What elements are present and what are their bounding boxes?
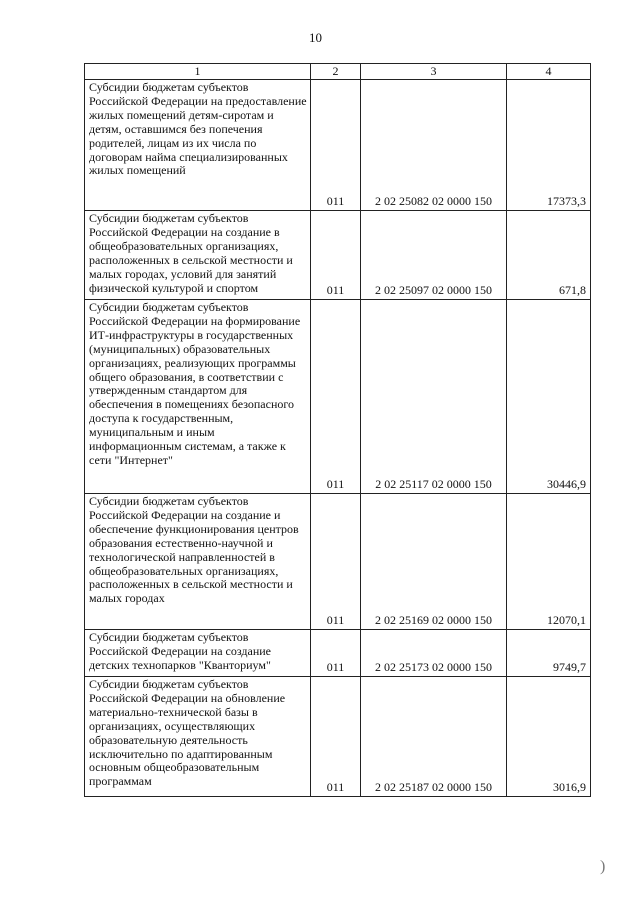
row-description: Субсидии бюджетам субъектов Российской Федерации на формирование ИТ-инфраструктуры в государственных (муниципальных) образовательных организациях, реализующих программы общего образования, в соответствии с утвержденным стандартом для обеспечения в помещениях безопасного доступа к государственным, муниципальным и иным информационным системам, а также к сети "Интернет" [85,300,311,494]
row-budget-code: 2 02 25082 02 0000 150 [361,80,507,211]
row-admin-code: 011 [311,494,361,630]
column-header-3: 3 [361,64,507,80]
row-amount: 9749,7 [507,630,591,677]
row-admin-code: 011 [311,630,361,677]
row-amount: 671,8 [507,211,591,300]
row-description: Субсидии бюджетам субъектов Российской Федерации на создание и обеспечение функционирования центров образования естественно-научной и технологической направленностей в общеобразовательных организациях, расположенных в сельской местности и малых городах [85,494,311,630]
row-amount: 3016,9 [507,677,591,797]
row-budget-code: 2 02 25097 02 0000 150 [361,211,507,300]
row-budget-code: 2 02 25173 02 0000 150 [361,630,507,677]
table-row [85,630,591,677]
row-description: Субсидии бюджетам субъектов Российской Федерации на обновление материально-технической базы в организациях, осуществляющих образовательную деятельность исключительно по адаптированным основным общеобразовательным программам [85,677,311,797]
row-admin-code: 011 [311,300,361,494]
column-header-4: 4 [507,64,591,80]
scan-mark: ) [600,858,606,875]
row-admin-code: 011 [311,677,361,797]
page-number: 10 [309,30,322,45]
table-row [85,211,591,300]
column-header-1: 1 [85,64,311,80]
table-row [85,300,591,494]
row-amount: 12070,1 [507,494,591,630]
row-description: Субсидии бюджетам субъектов Российской Федерации на предоставление жилых помещений детям-сиротам и детям, оставшимся без попечения родителей, лицам из их числа по договорам найма специализированных жилых помещений [85,80,311,211]
row-description: Субсидии бюджетам субъектов Российской Федерации на создание в общеобразовательных организациях, расположенных в сельской местности и малых городах, условий для занятий физической культурой и спортом [85,211,311,300]
row-budget-code: 2 02 25187 02 0000 150 [361,677,507,797]
row-admin-code: 011 [311,211,361,300]
table-header-row [85,64,591,80]
row-amount: 30446,9 [507,300,591,494]
row-budget-code: 2 02 25169 02 0000 150 [361,494,507,630]
table-row [85,677,591,797]
row-description: Субсидии бюджетам субъектов Российской Федерации на создание детских технопарков "Кванториум" [85,630,311,677]
table-row [85,494,591,630]
row-admin-code: 011 [311,80,361,211]
column-header-2: 2 [311,64,361,80]
budget-table [84,63,591,797]
row-budget-code: 2 02 25117 02 0000 150 [361,300,507,494]
row-amount: 17373,3 [507,80,591,211]
table-row [85,80,591,211]
